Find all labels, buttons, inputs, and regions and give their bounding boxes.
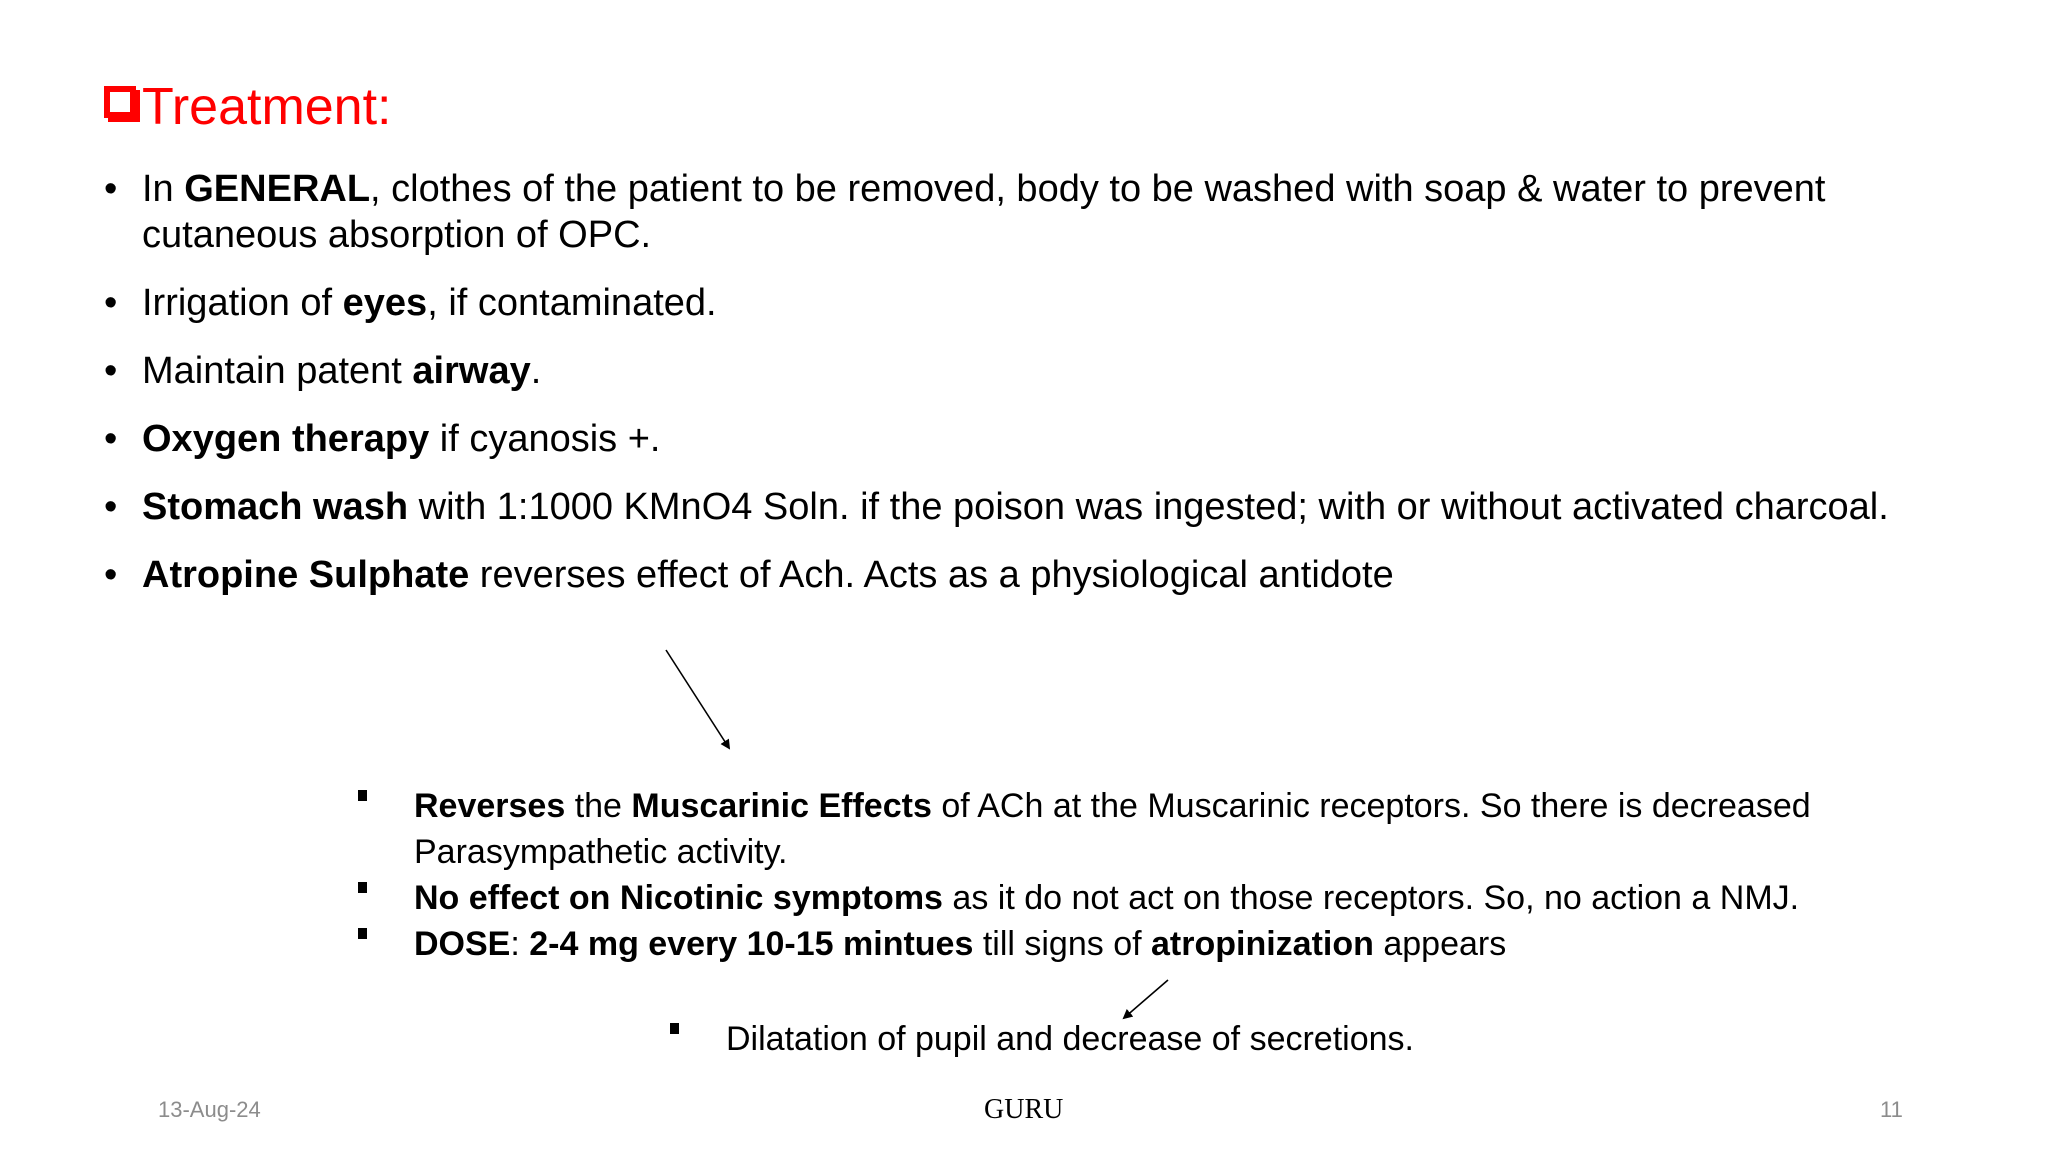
sign-item-dilatation xyxy=(668,1016,1868,1062)
item-text: No effect on Nicotinic symptoms as it do not act on those receptors. So, no action a NMJ. xyxy=(414,879,1800,917)
bullet-dot-icon: • xyxy=(104,486,118,528)
bullet-dot-icon: • xyxy=(104,282,118,324)
item-text: DOSE: 2-4 mg every 10-15 mintues till signs of atropinization appears xyxy=(414,925,1507,963)
footer-page-number: 11 xyxy=(1880,1097,1903,1122)
item-text: In GENERAL, clothes of the patient to be removed, body to be washed with soap & water to prevent cutaneous absorption of OPC. xyxy=(142,168,1826,256)
bullet-dot-icon: • xyxy=(104,350,118,392)
item-text: Stomach wash with 1:1000 KMnO4 Soln. if the poison was ingested; with or without activated charcoal. xyxy=(142,486,1889,528)
square-bullet-icon xyxy=(358,882,367,893)
bullet-dot-icon: • xyxy=(104,168,118,210)
bullet-dot-icon: • xyxy=(104,418,118,460)
effect-item-dose xyxy=(356,921,1956,967)
effect-item-nicotinic xyxy=(356,875,1956,921)
item-text: Oxygen therapy if cyanosis +. xyxy=(142,418,661,460)
footer-date: 13-Aug-24 xyxy=(158,1097,261,1122)
square-bullet-icon xyxy=(670,1023,679,1034)
item-text: Dilatation of pupil and decrease of secretions. xyxy=(726,1020,1414,1058)
item-text: Irrigation of eyes, if contaminated. xyxy=(142,282,717,324)
arrow-atropinization-to-signs xyxy=(1124,980,1168,1018)
square-bullet-icon xyxy=(358,928,367,939)
square-bullet-icon xyxy=(358,790,367,801)
footer-author: GURU xyxy=(984,1094,1064,1125)
bullet-dot-icon: • xyxy=(104,554,118,596)
effect-item-muscarinic xyxy=(356,783,1956,875)
item-text: Reverses the Muscarinic Effects of ACh at the Muscarinic receptors. So there is decreased Parasympathetic activity. xyxy=(414,787,1811,871)
atropinization-signs-list xyxy=(668,1016,1868,1062)
arrow-atropine-to-effects xyxy=(666,650,729,748)
item-text: Atropine Sulphate reverses effect of Ach. Acts as a physiological antidote xyxy=(142,554,1394,596)
atropine-effects-list xyxy=(356,783,1956,967)
item-text: Maintain patent airway. xyxy=(142,350,542,392)
slide-title-text: Treatment: xyxy=(142,78,392,136)
